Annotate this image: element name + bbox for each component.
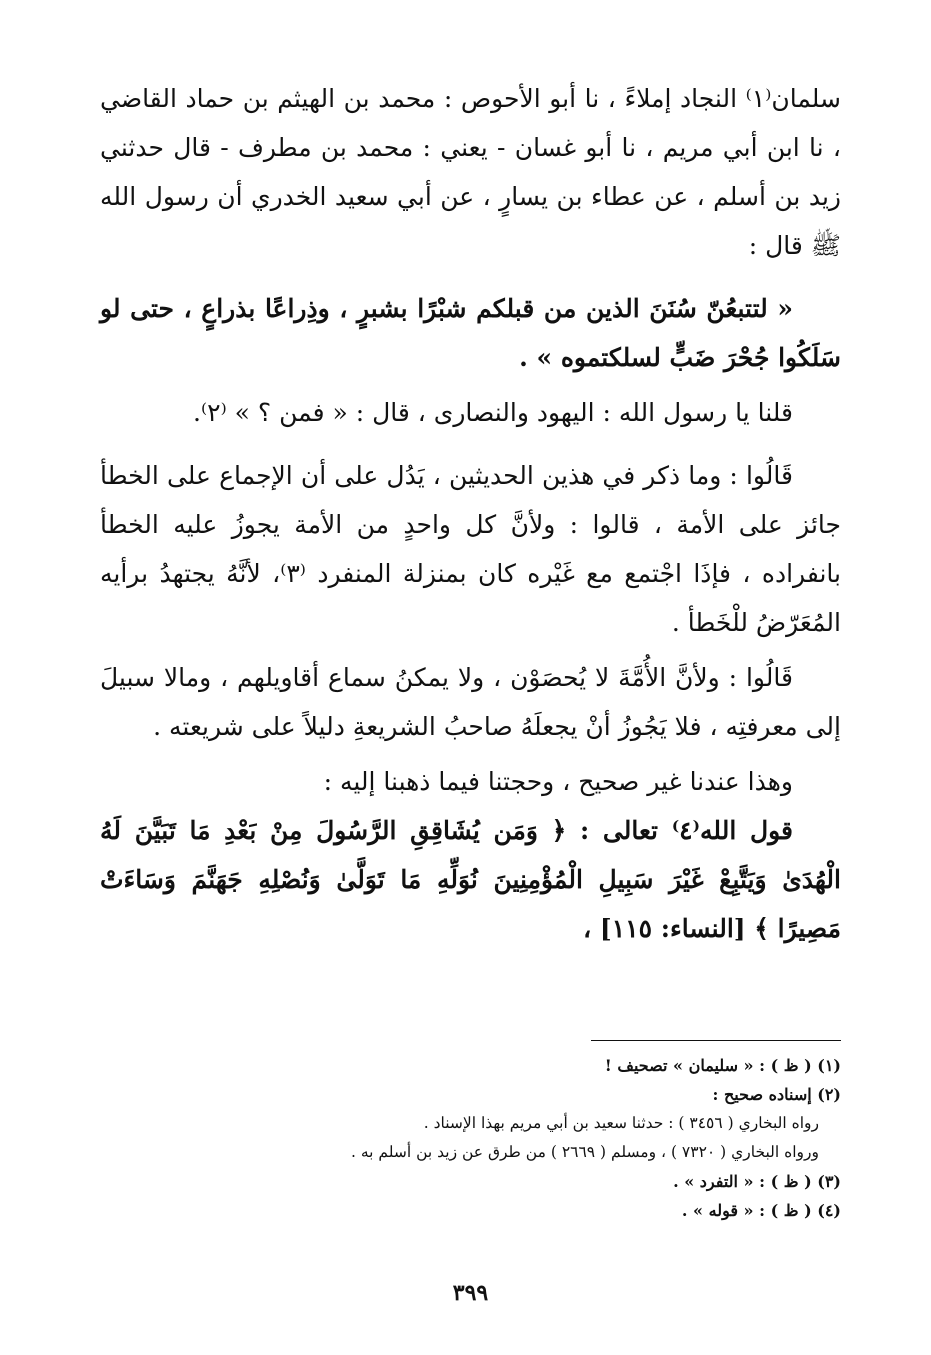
footnote-2: (٢) إسناده صحيح : xyxy=(712,1085,841,1104)
footnotes-section xyxy=(100,1040,841,1225)
book-page xyxy=(100,74,841,1315)
footnote-4: (٤) ( ظ ) : « قوله » . xyxy=(681,1201,841,1220)
qulna-paragraph: قلنا يا رسول الله : اليهود والنصارى ، قال : « فمن ؟ » ⁽٢⁾. xyxy=(193,398,793,427)
footnote-1: (١) ( ظ ) : « سليمان » تصحيف ! xyxy=(604,1056,841,1075)
footnote-3: (٣) ( ظ ) : « التفرد » . xyxy=(673,1172,841,1191)
qalu-paragraph-1: قَالُوا : وما ذكر في هذين الحديثين ، يَدُل على أن الإجماع على الخطأ جائز على الأمة ، قالوا : ولأنَّ كل واحدٍ من الأمة يجوزُ عليه الخطأ بانفراده ، فإذَا اجْتمع مع غَيْره كان بمنزلة المنفرد ⁽٣⁾، لأنَّهُ يجتهدُ برأيه المُعَرّضُ للْخَطأ . xyxy=(100,461,842,637)
footnote-2-line-b: ورواه البخاري ( ٧٣٢٠ ) ، ومسلم ( ٢٦٦٩ ) من طرق عن زيد بن أسلم به . xyxy=(351,1143,819,1161)
wahatha-paragraph: وهذا عندنا غير صحيح ، وحجتنا فيما ذهبنا إليه : xyxy=(323,767,793,796)
footnote-divider xyxy=(591,1040,841,1041)
hadith-text: « لتتبعُنّ سُنَنَ الذين من قبلكم شبْرًا بشبرٍ ، وذِراعًا بذراعٍ ، حتى لو سَلَكُوا جُحْرَ ضَبٍّ لسلكتموه » . xyxy=(100,294,841,372)
page-number: ٣٩٩ xyxy=(452,1280,489,1306)
qalu-paragraph-2: قَالُوا : ولأنَّ الأُمَّةَ لا يُحصَوْن ، ولا يمكنُ سماع أقاويلهم ، ومالا سبيلَ إلى معرفتِه ، فلا يَجُوزُ أنْ يجعلَهُ صاحبُ الشريعةِ دليلاً على شريعته . xyxy=(100,663,841,741)
isnad-paragraph: سلمان⁽١⁾ النجاد إملاءً ، نا أبو الأحوص : محمد بن الهيثم بن حماد القاضي ، نا ابن أبي مريم ، نا أبو غسان - يعني : محمد بن مطرف - قال حدثني زيد بن أسلم ، عن عطاء بن يسارٍ ، عن أبي سعيد الخدري أن رسول الله ﷺ قال : xyxy=(100,84,841,260)
footnote-2-line-a: رواه البخاري ( ٣٤٥٦ ) : حدثنا سعيد بن أبي مريم بهذا الإسناد . xyxy=(423,1114,819,1132)
quran-verse-paragraph: قول الله⁽٤⁾ تعالى : ﴿ وَمَن يُشَاقِقِ الرَّسُولَ مِنْ بَعْدِ مَا تَبَيَّنَ لَهُ الْهُدَىٰ وَيَتَّبِعْ غَيْرَ سَبِيلِ الْمُؤْمِنِينَ نُوَلِّهِ مَا تَوَلَّىٰ وَنُصْلِهِ جَهَنَّمَ وَسَاءَتْ مَصِيرًا ﴾ [النساء: ١١٥] ، xyxy=(100,816,841,943)
